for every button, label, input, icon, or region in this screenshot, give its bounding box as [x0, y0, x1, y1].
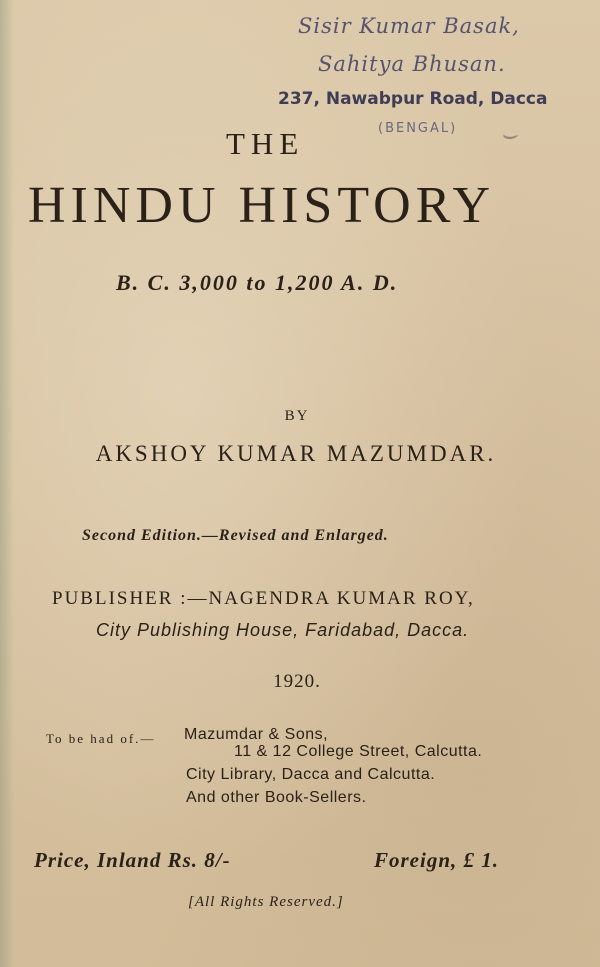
- pencil-mark: ⌣: [500, 120, 518, 150]
- stamp-owner-name: Sisir Kumar Basak,: [298, 14, 520, 38]
- availability-line: Mazumdar & Sons,: [184, 726, 329, 743]
- stamp-region: (BENGAL): [378, 121, 458, 136]
- publication-year: 1920.: [273, 671, 321, 692]
- publisher-line: PUBLISHER :—NAGENDRA KUMAR ROY,: [52, 588, 475, 609]
- price-inland: Price, Inland Rs. 8/-: [34, 848, 231, 872]
- edition-note: Second Edition.—Revised and Enlarged.: [82, 527, 389, 544]
- book-title: HINDU HISTORY: [28, 177, 496, 234]
- author-name: AKSHOY KUMAR MAZUMDAR.: [95, 441, 497, 466]
- price-foreign: Foreign, £ 1.: [374, 848, 500, 872]
- page-edge-stain: [0, 0, 14, 967]
- availability-line: City Library, Dacca and Calcutta.: [186, 766, 436, 783]
- by-line: BY: [284, 408, 310, 424]
- availability-line: And other Book-Sellers.: [186, 789, 367, 806]
- availability-label: To be had of.—: [46, 731, 156, 746]
- publishing-house: City Publishing House, Faridabad, Dacca.: [96, 620, 470, 640]
- rights-notice: [All Rights Reserved.]: [188, 894, 344, 910]
- stamp-address: 237, Nawabpur Road, Dacca: [278, 89, 548, 109]
- availability-line: 11 & 12 College Street, Calcutta.: [234, 743, 483, 760]
- title-article: THE: [226, 126, 305, 161]
- era-range: B. C. 3,000 to 1,200 A. D.: [116, 270, 399, 295]
- stamp-owner-title: Sahitya Bhusan.: [318, 52, 506, 76]
